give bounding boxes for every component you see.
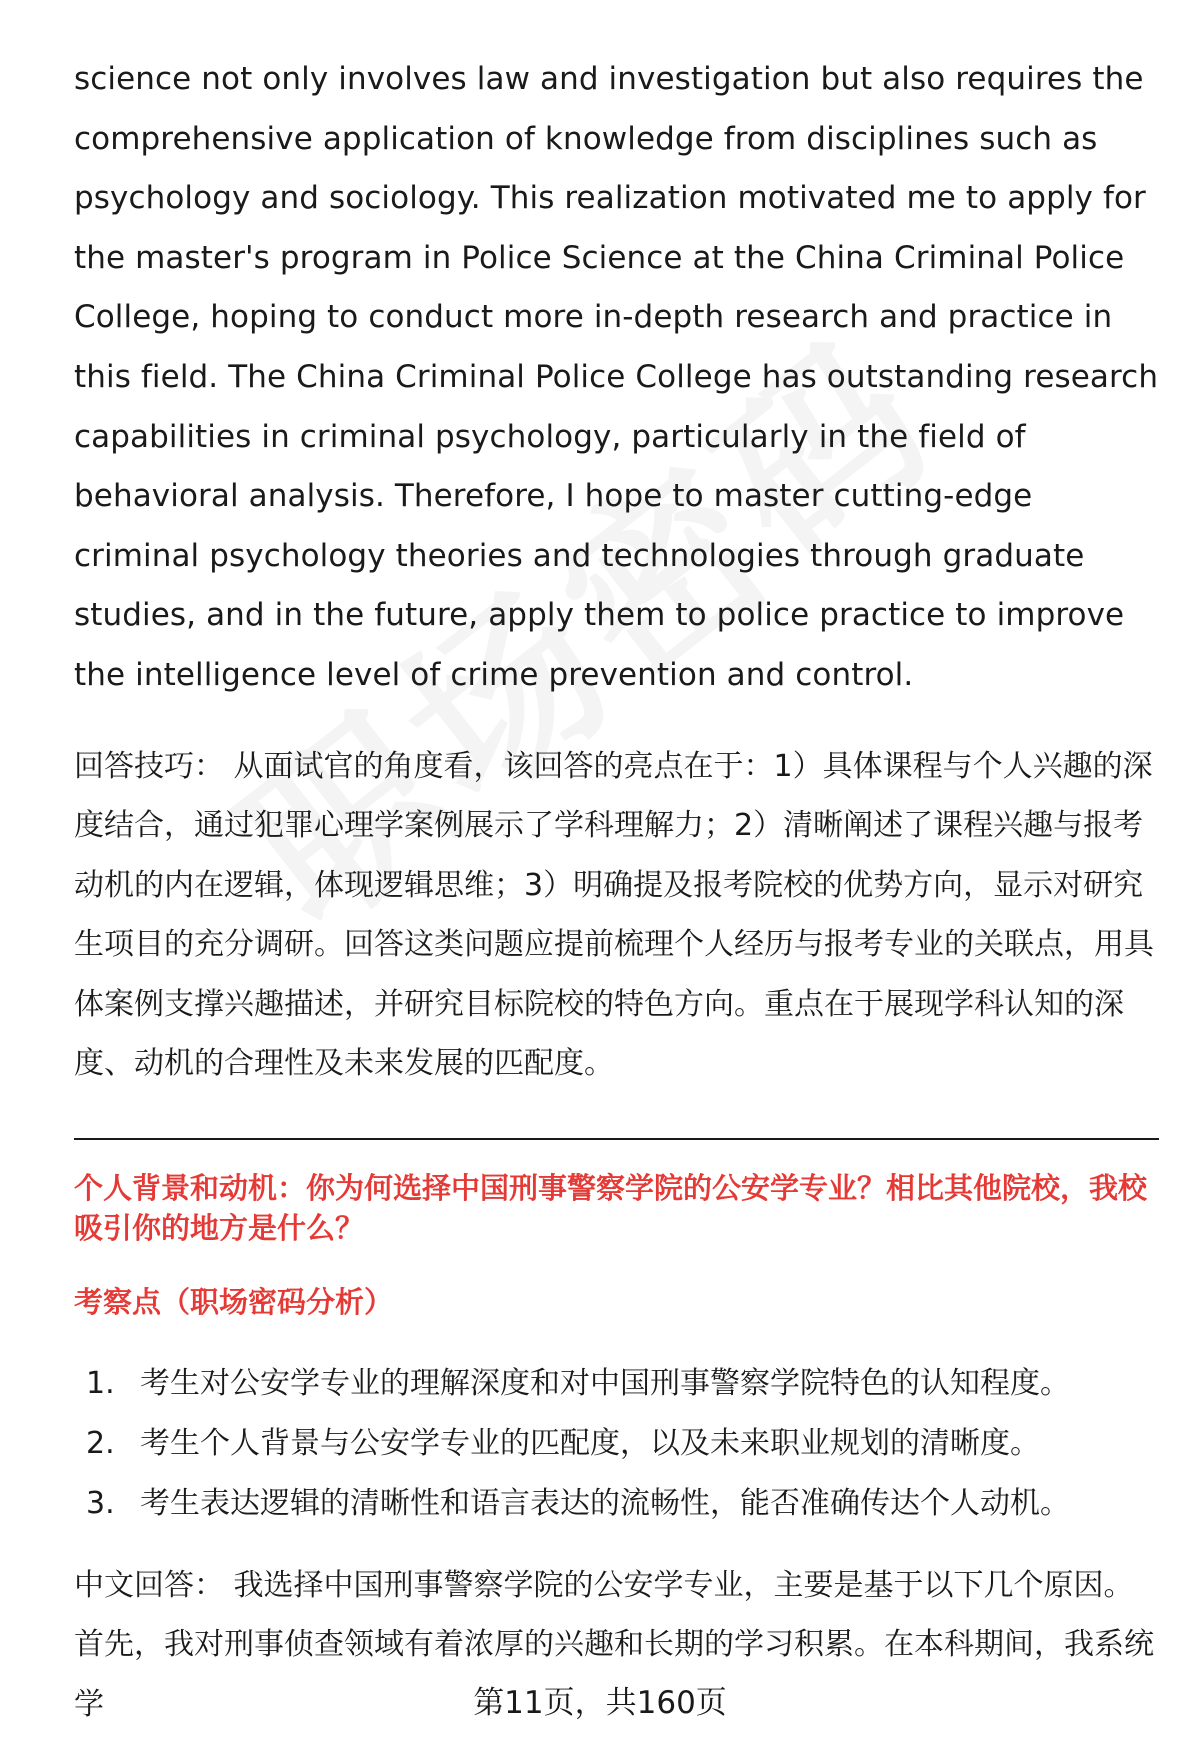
document-page (74, 50, 1159, 1734)
question-heading: 个人背景和动机：你为何选择中国刑事警察学院的公安学专业？相比其他院校，我校吸引你的地方是什么？ (74, 1170, 1148, 1245)
chinese-answer-paragraph: 中文回答： 我选择中国刑事警察学院的公安学专业，主要是基于以下几个原因。首先，我对刑事侦查领域有着浓厚的兴趣和长期的学习积累。在本科期间，我系统学 (74, 1567, 1154, 1722)
analysis-title: 考察点（职场密码分析） (74, 1284, 394, 1319)
page-number-footer: 第11页，共160页 (473, 1685, 727, 1721)
list-item-text: 考生个人背景与公安学专业的匹配度，以及未来职业规划的清晰度。 (140, 1425, 1040, 1461)
english-answer-paragraph: science not only involves law and investigation but also requires the comprehensive application of knowledge from disciplines such as psychology and sociology. This realization motivated me to apply for the master's program in Police Science at the China Criminal Police College, hoping to conduct more in-depth research and practice in this field. The China Criminal Police College has outstanding research capabilities in criminal psychology, particularly in the field of behavioral analysis. Therefore, I hope to master cutting-edge criminal psychology theories and technologies through graduate studies, and in the future, apply them to police practice to improve the intelligence level of crime prevention and control. (74, 61, 1159, 693)
answer-tips-paragraph: 回答技巧： 从面试官的角度看，该回答的亮点在于：1）具体课程与个人兴趣的深度结合，通过犯罪心理学案例展示了学科理解力；2）清晰阐述了课程兴趣与报考动机的内在逻辑，体现逻辑思维；3）明确提及报考院校的优势方向，显示对研究生项目的充分调研。回答这类问题应提前梳理个人经历与报考专业的关联点，用具体案例支撑兴趣描述，并研究目标院校的特色方向。重点在于展现学科认知的深度、动机的合理性及未来发展的匹配度。 (74, 748, 1154, 1082)
list-item (74, 1354, 1159, 1414)
list-item (74, 1474, 1159, 1534)
list-item-text: 考生对公安学专业的理解深度和对中国刑事警察学院特色的认知程度。 (140, 1365, 1070, 1401)
list-item-text: 考生表达逻辑的清晰性和语言表达的流畅性，能否准确传达个人动机。 (140, 1485, 1070, 1521)
list-item-number: 2. (86, 1425, 115, 1461)
list-item-number: 1. (86, 1365, 115, 1401)
list-item-number: 3. (86, 1485, 115, 1521)
analysis-points-list (74, 1354, 1159, 1534)
list-item (74, 1414, 1159, 1474)
section-divider (74, 1138, 1159, 1140)
